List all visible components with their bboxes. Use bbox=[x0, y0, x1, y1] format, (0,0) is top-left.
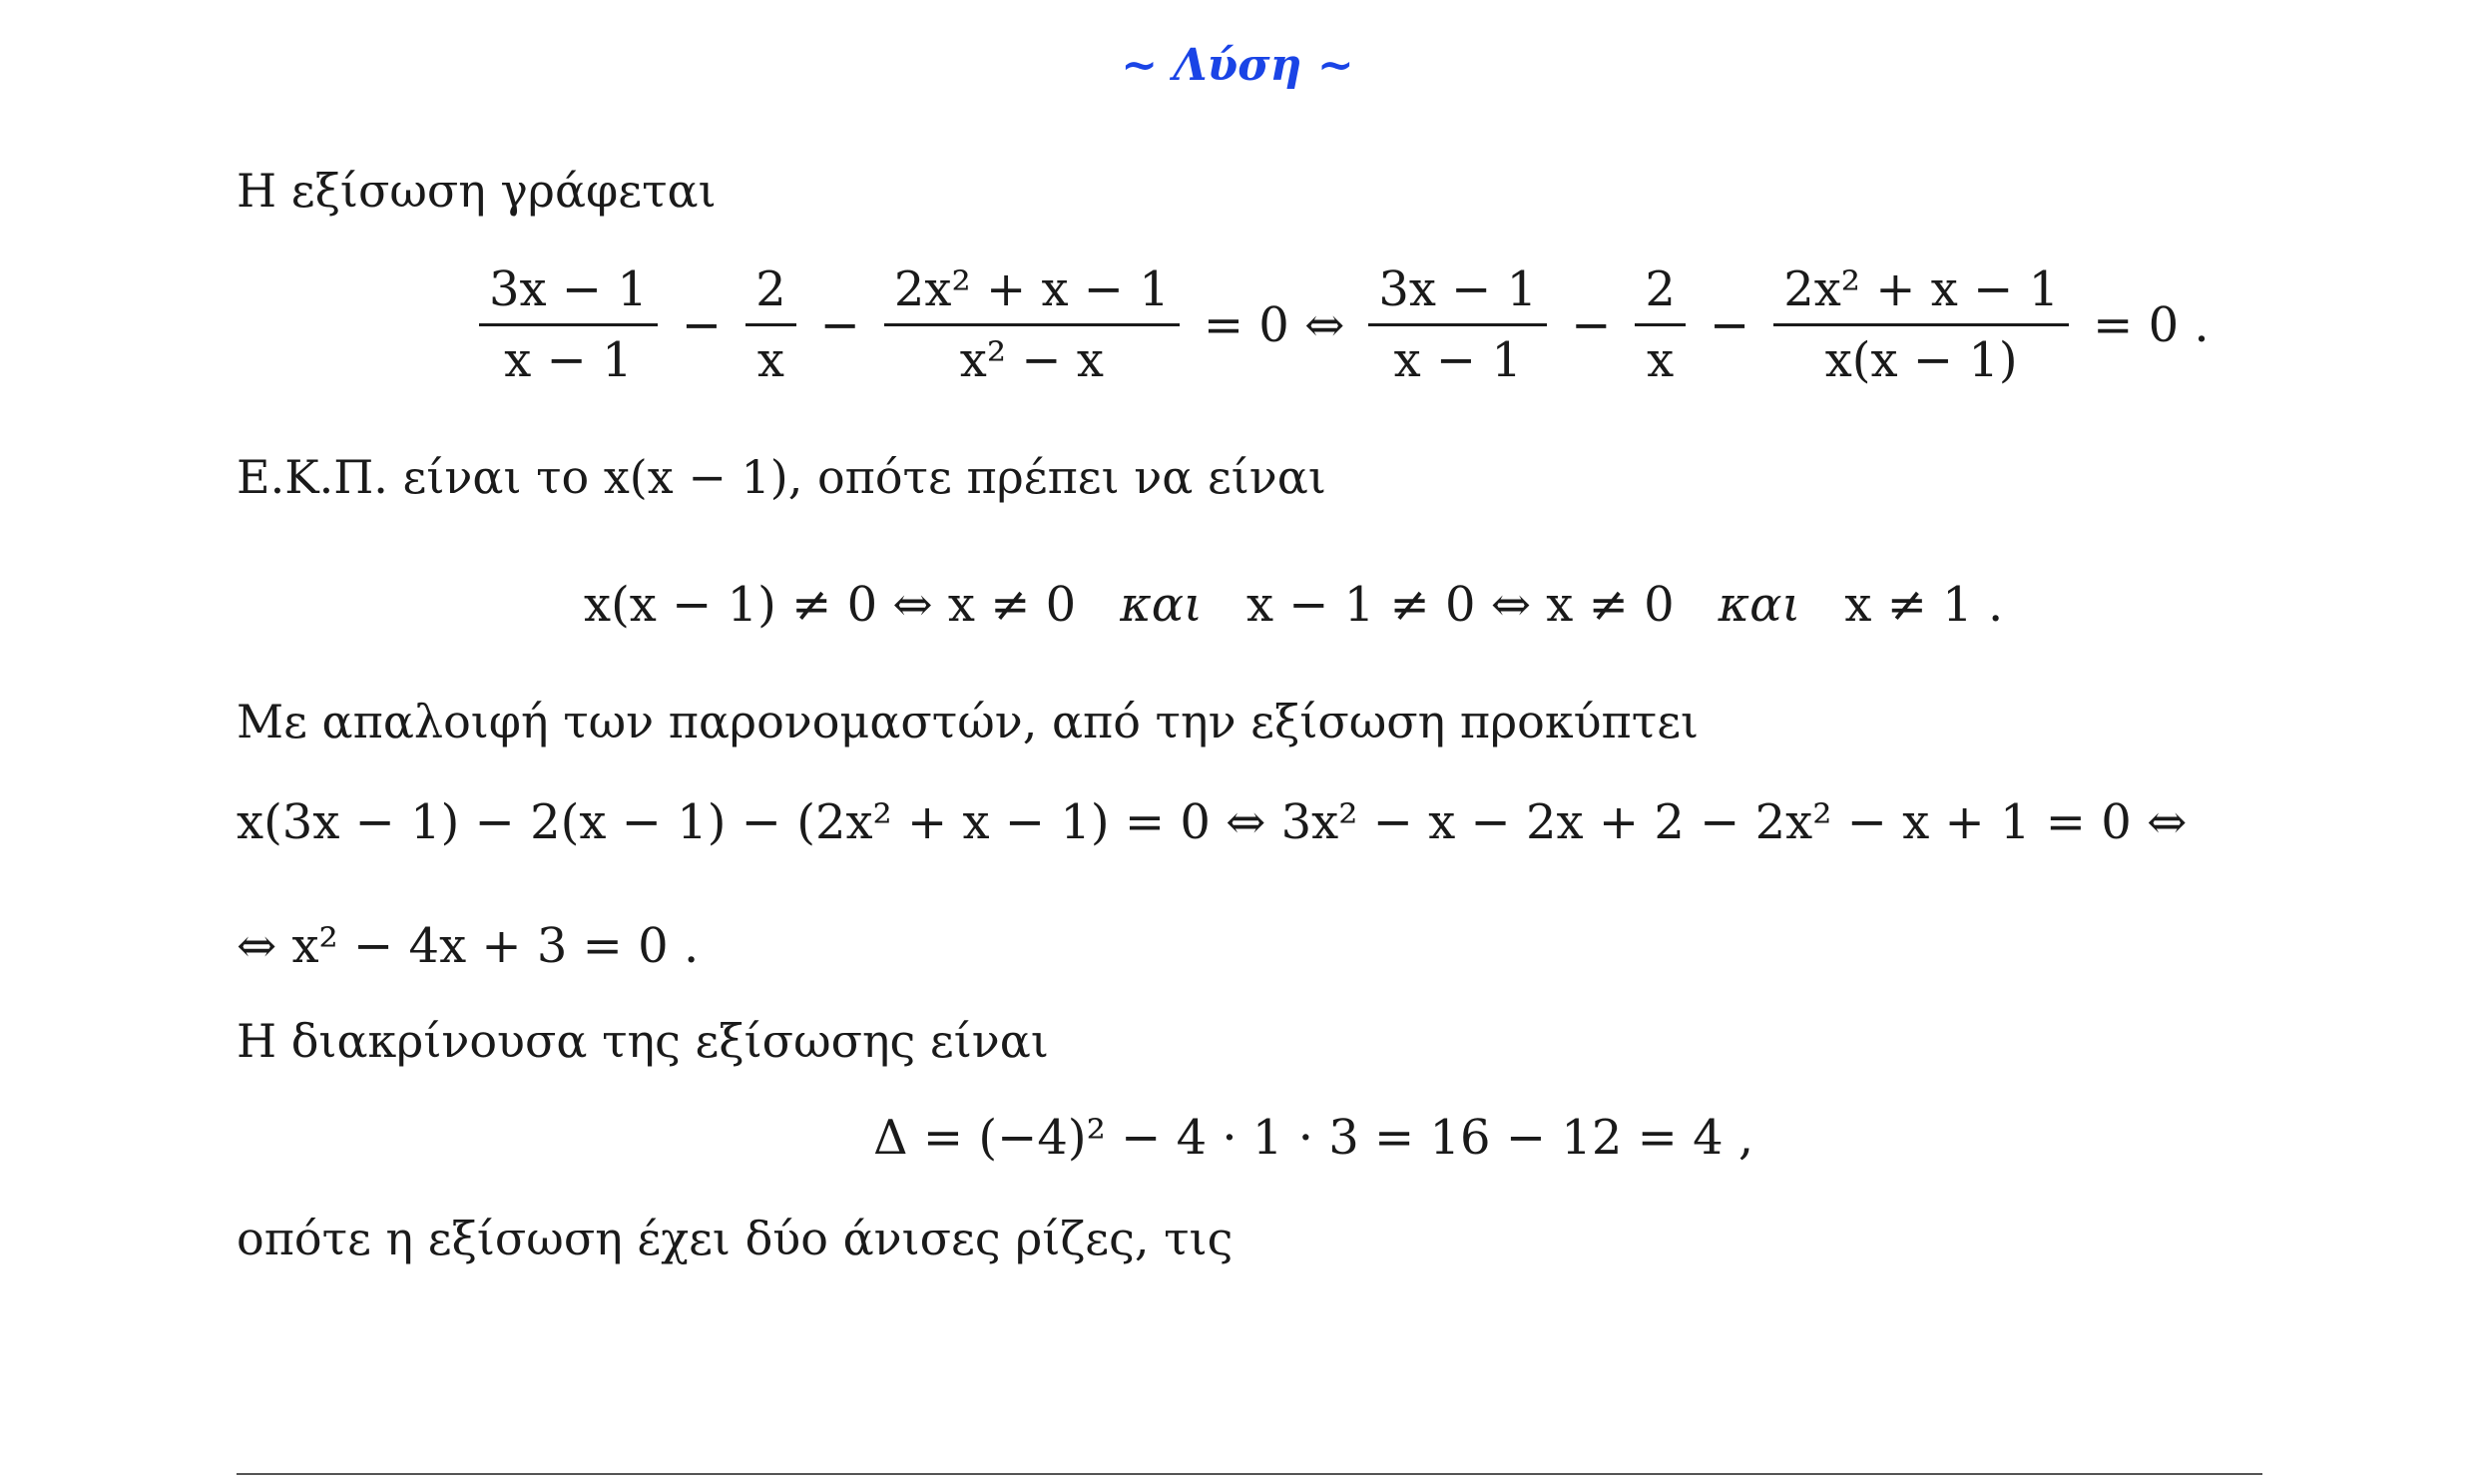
fraction-2 bbox=[745, 261, 796, 388]
fraction-2-numerator: 2 bbox=[745, 261, 796, 326]
fraction-5-denominator: x bbox=[1647, 332, 1675, 388]
fraction-6-numerator: 2x² + x − 1 bbox=[1773, 261, 2069, 326]
fraction-4-numerator: 3x − 1 bbox=[1368, 261, 1547, 326]
minus-sign: − bbox=[1709, 296, 1750, 353]
fraction-3 bbox=[884, 261, 1180, 388]
condition-part-3: x ≠ 1 . bbox=[1844, 577, 2004, 633]
quadratic-equation: ⇔ x² − 4x + 3 = 0 . bbox=[237, 918, 700, 974]
and-word-1: και bbox=[1120, 577, 1203, 633]
minus-sign: − bbox=[681, 296, 723, 353]
and-word-2: και bbox=[1718, 577, 1801, 633]
fraction-5 bbox=[1635, 261, 1686, 388]
discriminant-text: Η διακρίνουσα της εξίσωσης είναι bbox=[237, 1014, 1049, 1068]
minus-sign: − bbox=[1571, 296, 1612, 353]
fraction-2-denominator: x bbox=[756, 332, 784, 388]
elimination-text: Με απαλοιφή των παρονομαστών, από την εξίσωση προκύπτει bbox=[237, 695, 1700, 748]
expanded-equation: x(3x − 1) − 2(x − 1) − (2x² + x − 1) = 0 ⇔ 3x² − x − 2x + 2 − 2x² − x + 1 = 0 ⇔ bbox=[237, 794, 2188, 850]
equivalence-text: = 0 ⇔ bbox=[1203, 296, 1345, 353]
intro-text: Η εξίσωση γράφεται bbox=[237, 164, 717, 218]
footer-divider bbox=[237, 1473, 2262, 1475]
equation-end: = 0 . bbox=[2093, 296, 2210, 353]
discriminant-equation: Δ = (−4)² − 4 · 1 · 3 = 16 − 12 = 4 , bbox=[873, 1110, 1754, 1166]
solution-title: ~ Λύση ~ bbox=[1121, 40, 1354, 91]
fraction-1-numerator: 3x − 1 bbox=[479, 261, 658, 326]
fraction-3-numerator: 2x² + x − 1 bbox=[884, 261, 1180, 326]
fraction-6 bbox=[1773, 261, 2069, 388]
minus-sign: − bbox=[819, 296, 860, 353]
fraction-1 bbox=[479, 261, 658, 388]
fraction-1-denominator: x − 1 bbox=[504, 332, 633, 388]
fraction-5-numerator: 2 bbox=[1635, 261, 1686, 326]
fraction-6-denominator: x(x − 1) bbox=[1824, 332, 2018, 388]
lcm-text: Ε.Κ.Π. είναι το x(x − 1), οπότε πρέπει να είναι bbox=[237, 450, 1326, 504]
condition-part-2: x − 1 ≠ 0 ⇔ x ≠ 0 bbox=[1245, 577, 1675, 633]
equation-rewrite bbox=[469, 261, 2224, 388]
condition-part-1: x(x − 1) ≠ 0 ⇔ x ≠ 0 bbox=[584, 577, 1077, 633]
domain-condition bbox=[584, 577, 2003, 633]
fraction-3-denominator: x² − x bbox=[959, 332, 1104, 388]
roots-text: οπότε η εξίσωση έχει δύο άνισες ρίζες, τις bbox=[237, 1212, 1234, 1265]
fraction-4 bbox=[1368, 261, 1547, 388]
fraction-4-denominator: x − 1 bbox=[1393, 332, 1522, 388]
